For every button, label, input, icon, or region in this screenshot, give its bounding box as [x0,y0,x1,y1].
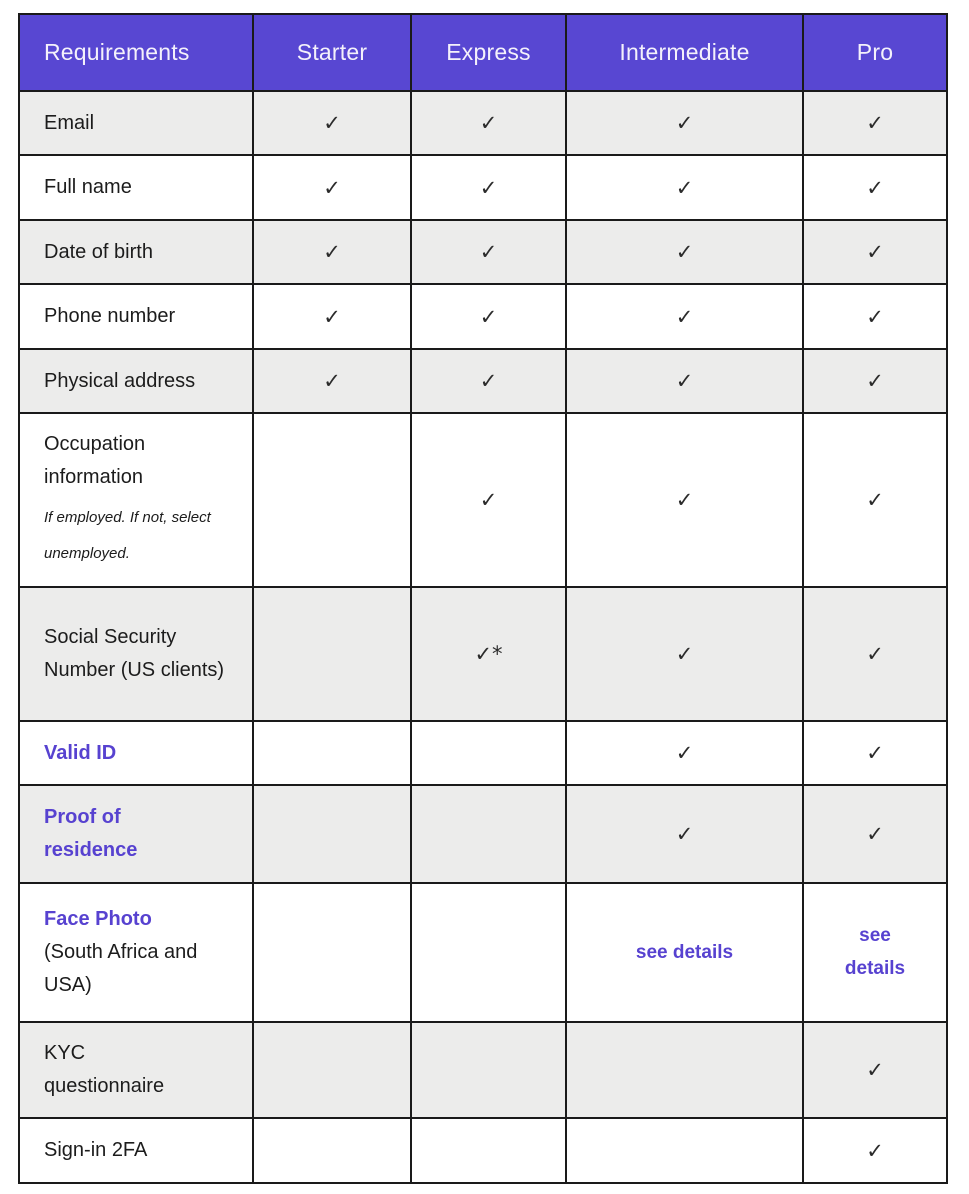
col-header-requirements: Requirements [19,14,253,91]
table-row-phone-number [19,284,947,349]
header-row [19,14,947,91]
valid-id-link[interactable]: Valid ID [44,741,117,764]
check-cell: ✓ [411,220,566,284]
check-cell: ✓ [566,91,803,155]
check-cell [411,1022,566,1118]
row-label-physical-address: Physical address [19,349,253,413]
check-cell [411,883,566,1022]
check-cell: ✓ [566,349,803,413]
proof-of-residence-link[interactable]: Proof of residence [44,806,138,861]
col-header-intermediate: Intermediate [566,14,803,91]
row-label-occupation-information: Occupation information If employed. If not, select unemployed. [19,413,253,587]
check-cell: ✓ [803,587,947,721]
check-cell: ✓ [411,413,566,587]
check-cell [411,1118,566,1183]
see-details-link[interactable]: see details [844,925,906,979]
check-cell: ✓ [566,413,803,587]
row-label-full-name: Full name [19,155,253,220]
check-cell: ✓ [411,349,566,413]
face-photo-region: (South Africa and USA) [44,941,198,996]
table-row-social-security-number [19,587,947,721]
row-label-kyc-questionnaire: KYC questionnaire [19,1022,253,1118]
check-cell: ✓ [566,721,803,785]
see-details-cell [566,883,803,1022]
table-row-kyc-questionnaire [19,1022,947,1118]
check-cell: ✓ [411,91,566,155]
check-cell: ✓ [803,349,947,413]
check-cell: ✓ [253,155,411,220]
requirements-table [18,13,948,1184]
table-row-sign-in-2fa [19,1118,947,1183]
check-cell [253,413,411,587]
check-cell [253,1118,411,1183]
check-cell: ✓ [803,284,947,349]
row-label-valid-id [19,721,253,785]
row-label-email: Email [19,91,253,155]
row-label-sign-in-2fa: Sign-in 2FA [19,1118,253,1183]
check-cell: ✓ [803,413,947,587]
check-cell [253,721,411,785]
table-row-face-photo [19,883,947,1022]
row-label-date-of-birth: Date of birth [19,220,253,284]
check-cell: ✓ [803,1022,947,1118]
col-header-starter: Starter [253,14,411,91]
check-cell: ✓ [566,155,803,220]
check-cell [566,1118,803,1183]
face-photo-link[interactable]: Face Photo [44,908,152,930]
col-header-pro: Pro [803,14,947,91]
check-cell [253,1022,411,1118]
check-cell: ✓ [566,220,803,284]
col-header-express: Express [411,14,566,91]
row-label-phone-number: Phone number [19,284,253,349]
table-row-email [19,91,947,155]
check-cell [411,721,566,785]
check-cell [411,785,566,883]
check-cell [253,883,411,1022]
check-cell [566,1022,803,1118]
check-cell: ✓ [803,721,947,785]
table-row-occupation-information [19,413,947,587]
check-cell: ✓ [411,155,566,220]
check-cell: ✓ [411,284,566,349]
check-cell [253,587,411,721]
check-cell: ✓ [253,220,411,284]
table-row-physical-address [19,349,947,413]
check-cell: ✓ [803,91,947,155]
check-cell: ✓ [803,220,947,284]
row-label-face-photo [19,883,253,1022]
check-cell: ✓ [566,284,803,349]
occupation-note: If employed. If not, select unemployed. [44,509,211,562]
check-cell: ✓ [803,1118,947,1183]
table-row-full-name [19,155,947,220]
check-star-cell: ✓* [411,587,566,721]
check-cell: ✓ [566,785,803,883]
check-cell: ✓ [566,587,803,721]
check-cell: ✓ [253,91,411,155]
table-row-valid-id [19,721,947,785]
table-row-date-of-birth [19,220,947,284]
check-cell: ✓ [253,284,411,349]
row-label-proof-of-residence [19,785,253,883]
check-cell [253,785,411,883]
see-details-cell [803,883,947,1022]
row-label-social-security-number: Social Security Number (US clients) [19,587,253,721]
see-details-link[interactable]: see details [635,941,734,963]
check-cell: ✓ [803,785,947,883]
table-row-proof-of-residence [19,785,947,883]
check-cell: ✓ [803,155,947,220]
check-cell: ✓ [253,349,411,413]
